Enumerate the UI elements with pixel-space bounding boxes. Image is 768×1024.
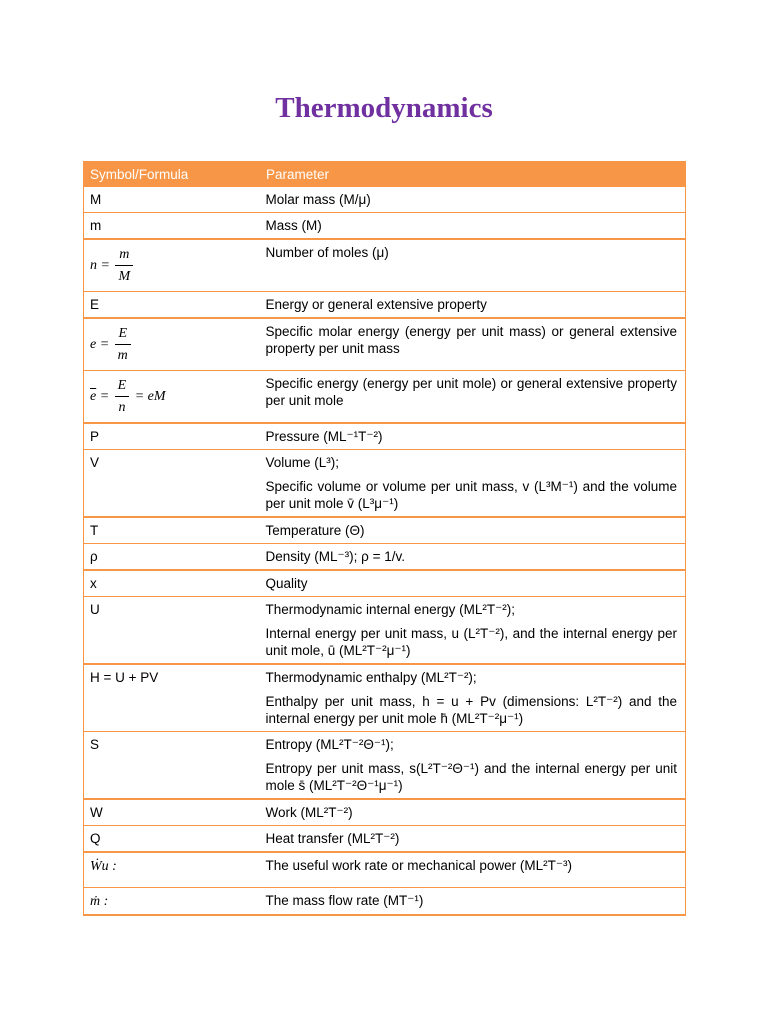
table-row [84, 517, 686, 544]
symbol-cell [84, 371, 260, 424]
description-cell: Mass (M) [260, 213, 686, 240]
description-cell: Quality [260, 570, 686, 597]
description-cell: Number of moles (μ) [260, 239, 686, 292]
symbol-cell: T [84, 517, 260, 544]
page-title: Thermodynamics [275, 92, 493, 124]
parameter-table [83, 161, 686, 916]
description-cell: Density (ML⁻³); ρ = 1/v. [260, 544, 686, 571]
table-row [84, 544, 686, 571]
table-row [84, 597, 686, 665]
symbol-cell: ρ [84, 544, 260, 571]
description-line: Internal energy per unit mass, u (L²T⁻²), and the internal energy per unit mole, ū (ML²T⁻²μ⁻¹) [265, 626, 677, 658]
description-cell [260, 732, 686, 800]
column-header-symbol: Symbol/Formula [84, 161, 260, 187]
column-header-parameter: Parameter [260, 161, 686, 187]
table-row [84, 187, 686, 213]
symbol-cell [84, 852, 260, 888]
symbol-cell [84, 888, 260, 916]
table-row [84, 826, 686, 853]
formula-specific-energy: e = $\frac{E}{m}$ [90, 337, 133, 352]
table-row [84, 732, 686, 800]
description-line: Thermodynamic enthalpy (ML²T⁻²); [265, 670, 477, 685]
description-cell: Pressure (ML⁻¹T⁻²) [260, 423, 686, 450]
symbol-cell: m [84, 213, 260, 240]
formula-moles: n = $\frac{m}{M}$ [90, 258, 135, 273]
table-row [84, 888, 686, 916]
description-cell: The useful work rate or mechanical power (ML²T⁻³) [260, 852, 686, 888]
formula-mass-flow: ṁ : [90, 894, 109, 909]
symbol-cell: U [84, 597, 260, 665]
table-row [84, 318, 686, 371]
description-line: Entropy per unit mass, s(L²T⁻²Θ⁻¹) and the internal energy per unit mole s̄ (ML²T⁻²Θ⁻¹μ⁻¹) [265, 761, 677, 793]
formula-molar-energy: $\overline{e}$ = $\frac{E}{n}$ = eM [90, 389, 166, 404]
symbol-cell: M [84, 187, 260, 213]
symbol-cell: V [84, 450, 260, 518]
table-row [84, 450, 686, 518]
description-cell: Specific energy (energy per unit mole) or general extensive property per unit mole [260, 371, 686, 424]
description-cell [260, 450, 686, 518]
description-cell [260, 597, 686, 665]
table-row [84, 852, 686, 888]
description-line: Specific volume or volume per unit mass, v (L³M⁻¹) and the volume per unit mole v̄ (L³μ⁻¹) [265, 479, 677, 511]
symbol-cell [84, 318, 260, 371]
description-cell: Temperature (Θ) [260, 517, 686, 544]
description-line: Volume (L³); [265, 455, 340, 470]
symbol-cell: E [84, 292, 260, 319]
symbol-cell: P [84, 423, 260, 450]
description-cell: Specific molar energy (energy per unit mass) or general extensive property per unit mass [260, 318, 686, 371]
table-row [84, 423, 686, 450]
symbol-cell [84, 239, 260, 292]
description-cell: Molar mass (M/μ) [260, 187, 686, 213]
description-cell: Energy or general extensive property [260, 292, 686, 319]
table-row [84, 664, 686, 732]
table-row [84, 213, 686, 240]
table-row [84, 799, 686, 826]
symbol-cell: Q [84, 826, 260, 853]
description-line: Entropy (ML²T⁻²Θ⁻¹); [265, 737, 394, 752]
table-row [84, 371, 686, 424]
description-cell: Heat transfer (ML²T⁻²) [260, 826, 686, 853]
description-line: Enthalpy per unit mass, h = u + Pv (dimensions: L²T⁻²) and the internal energy per unit mole h̄ (ML²T⁻²μ⁻¹) [265, 694, 677, 726]
description-cell: Work (ML²T⁻²) [260, 799, 686, 826]
formula-work-rate: Ẇu : [90, 859, 117, 874]
symbol-cell: H = U + PV [84, 664, 260, 732]
symbol-cell: S [84, 732, 260, 800]
symbol-cell: x [84, 570, 260, 597]
table-row [84, 570, 686, 597]
table-row [84, 292, 686, 319]
description-cell [260, 664, 686, 732]
table-header-row [84, 161, 686, 187]
symbol-cell: W [84, 799, 260, 826]
table-row [84, 239, 686, 292]
description-line: Thermodynamic internal energy (ML²T⁻²); [265, 602, 515, 617]
description-cell: The mass flow rate (MT⁻¹) [260, 888, 686, 916]
